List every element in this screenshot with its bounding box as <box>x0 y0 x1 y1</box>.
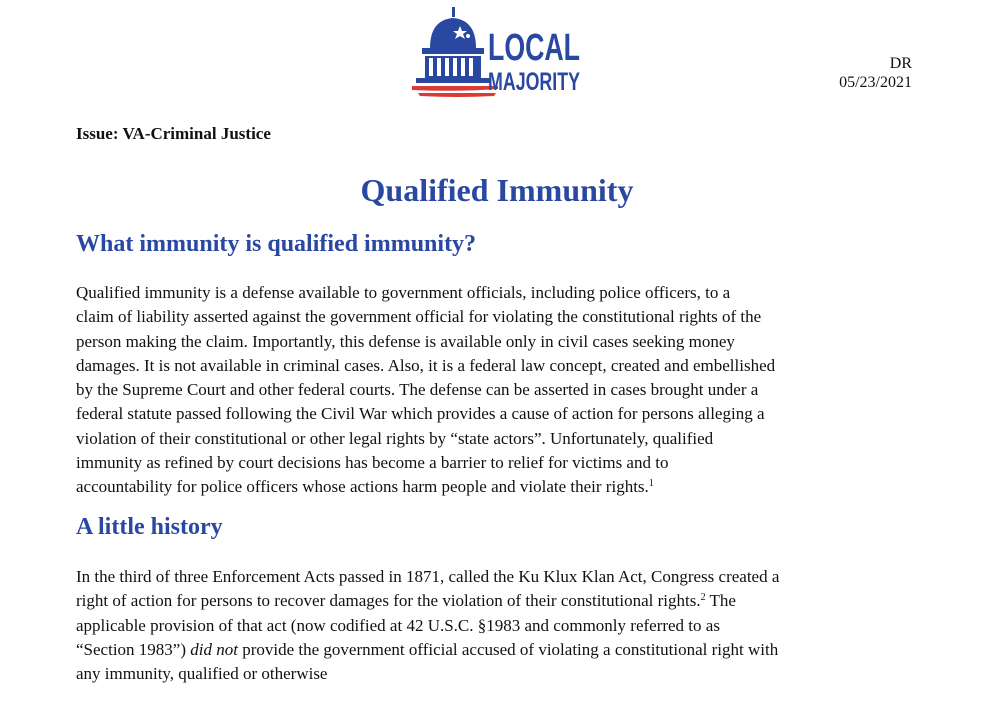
footnote-marker-2[interactable]: 2 <box>700 592 706 604</box>
paragraph-line-last <box>76 475 921 499</box>
author-initials: DR <box>889 55 912 72</box>
footnote-marker-1[interactable]: 1 <box>648 478 654 490</box>
paragraph-line: In the third of three Enforcement Acts passed in 1871, called the Ku Klux Klan Act, Congress created a <box>76 567 780 586</box>
paragraph-line <box>76 589 921 613</box>
paragraph-line: damages. It is not available in criminal cases. Also, it is a federal law concept, created and embellished <box>76 355 776 375</box>
document-meta <box>839 54 912 92</box>
paragraph-line: claim of liability asserted against the government official for violating the constitutional rights of the <box>76 307 762 327</box>
paragraph-line: violation of their constitutional or other legal rights by “state actors”. Unfortunately, qualified <box>76 428 714 448</box>
paragraph-line <box>76 638 921 662</box>
paragraph-line: applicable provision of that act (now codified at 42 U.S.C. §1983 and commonly referred to as <box>76 615 720 635</box>
page-title: Qualified Immunity <box>360 172 634 208</box>
paragraph-text: The <box>705 591 736 611</box>
emphasis-did-not: did not <box>190 639 238 659</box>
paragraph-text: right of action for persons to recover damages for the violation of their constitutional rights. <box>76 591 701 611</box>
paragraph-line: person making the claim. Importantly, this defense is available only in civil cases seeking money <box>76 331 735 351</box>
document-date: 05/23/2021 <box>839 74 912 91</box>
paragraph-text: “Section 1983”) <box>76 639 191 659</box>
issue-label: Issue: VA-Criminal Justice <box>76 124 271 143</box>
paragraph-text: accountability for police officers whose actions harm people and violate their rights. <box>76 477 649 497</box>
local-majority-logo <box>408 4 592 102</box>
paragraph-line: immunity as refined by court decisions has become a barrier to relief for victims and to <box>76 453 669 473</box>
paragraph-line: any immunity, qualified or otherwise <box>76 664 328 684</box>
paragraph-history <box>76 565 921 686</box>
section-heading-what-is: What immunity is qualified immunity? <box>76 231 477 257</box>
paragraph-text: provide the government official accused of violating a constitutional right with <box>237 639 779 659</box>
capitol-dome-icon <box>408 4 592 102</box>
paragraph-definition <box>76 281 921 500</box>
paragraph-line: federal statute passed following the Civil War which provides a cause of action for persons alleging a <box>76 404 765 424</box>
section-heading-history: A little history <box>76 514 223 540</box>
paragraph-line: Qualified immunity is a defense available to government officials, including police officers, to a <box>76 283 731 302</box>
logo-word-majority: MAJORITY <box>488 68 581 96</box>
paragraph-line: by the Supreme Court and other federal courts. The defense can be asserted in cases brought under a <box>76 380 759 400</box>
logo-word-local: LOCAL <box>488 27 580 69</box>
